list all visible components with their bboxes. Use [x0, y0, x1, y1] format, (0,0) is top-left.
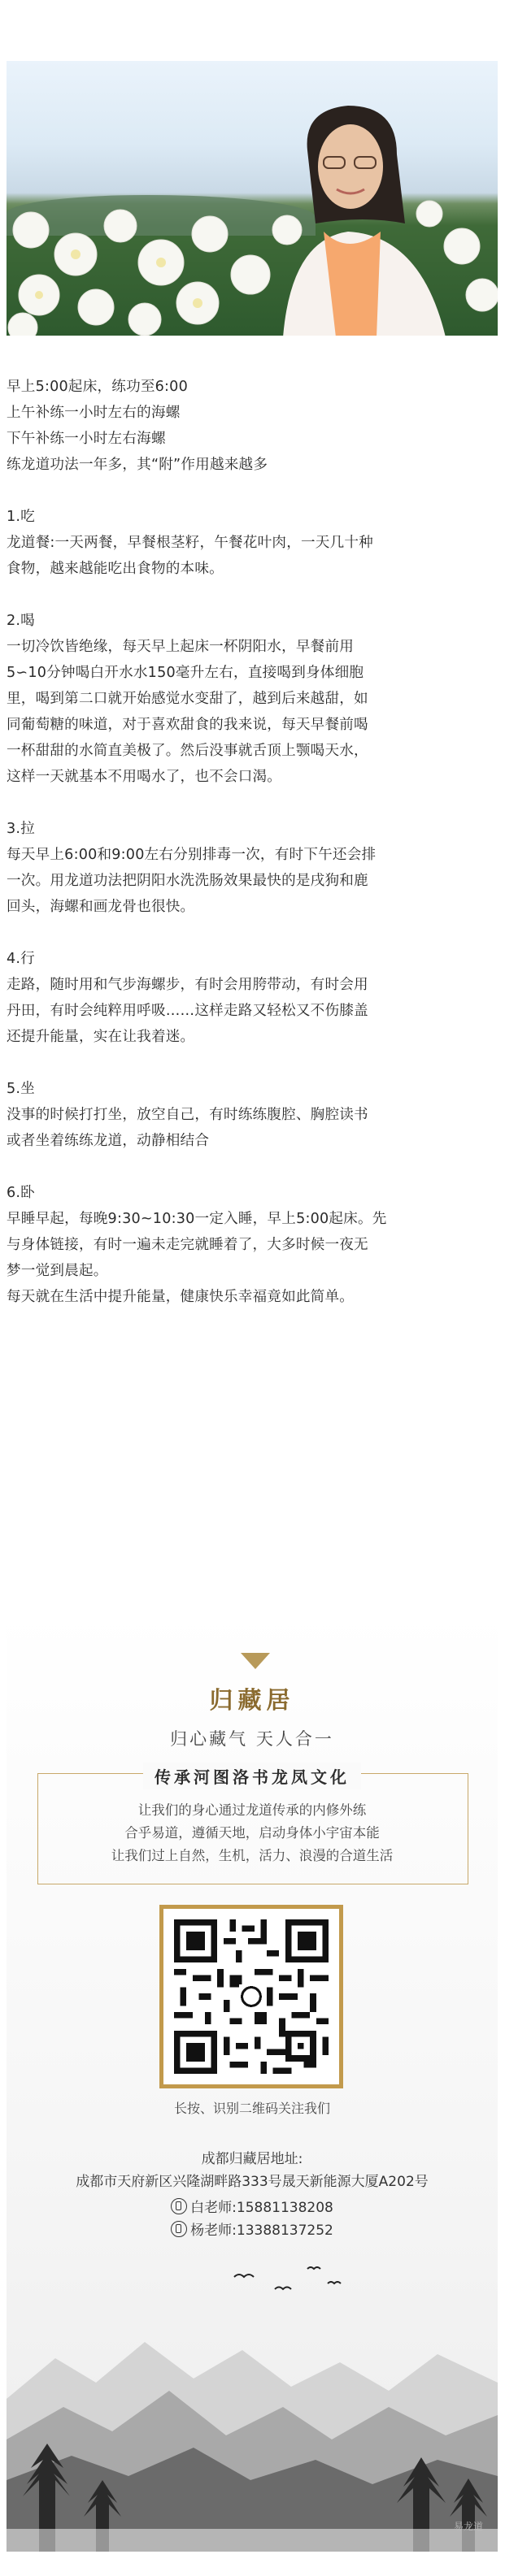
ink-mountains-illustration: [7, 2285, 498, 2552]
section-heading-excrete: 3.拉: [7, 821, 35, 837]
line-28: 没事的时候打打坐，放空自己，有时练练腹腔、胸腔读书: [7, 1107, 368, 1123]
line-25: 还提升能量，实在让我着迷。: [7, 1029, 195, 1045]
watermark: 易龙道: [453, 2521, 483, 2532]
line-2: 上午补练一小时左右的海螺: [7, 405, 181, 421]
line-32: 早睡早起，每晚9:30~10:30一定入睡，早上5:00起床。先: [7, 1211, 387, 1227]
closing-line: 每天就在生活中提升能量，健康快乐幸福竟如此简单。: [7, 1289, 355, 1305]
culture-line: 让我们过上自然，生机，活力、浪漫的合道生活: [111, 1848, 394, 1863]
line-15: 这样一天就基本不用喝水了，也不会口渴。: [7, 769, 282, 785]
line-23: 走路，随时用和气步海螺步，有时会用胯带动，有时会用: [7, 977, 368, 993]
section-heading-sit: 5.坐: [7, 1081, 35, 1097]
section-heading-drink: 2.喝: [7, 613, 35, 629]
contact-name: 杨老师:: [190, 2223, 237, 2239]
culture-line: 让我们的身心通过龙道传承的内修外练: [137, 1802, 367, 1818]
person-portrait: [259, 93, 470, 336]
spacer: [7, 790, 498, 816]
triangle-ornament-icon: [241, 1653, 270, 1669]
qr-code-icon: [174, 1919, 329, 2074]
contact-phone[interactable]: 15881138208: [236, 2200, 333, 2216]
culture-title-wrap: [7, 1769, 498, 1796]
line-13: 同葡萄糖的味道，对于喜欢甜食的我来说，每天早餐前喝: [7, 717, 368, 733]
contact-phone[interactable]: 13388137252: [236, 2223, 333, 2239]
address: 成都市天府新区兴隆湖畔路333号晟天新能源大厦A202号: [76, 2174, 429, 2190]
culture-lines: [7, 1799, 498, 1867]
brand-name: 归藏居: [209, 1686, 295, 1714]
line-6: 龙道餐:一天两餐，早餐根茎籽，午餐花叶肉，一天几十种: [7, 535, 373, 551]
contact-yang: [7, 2218, 498, 2239]
spacer: [7, 920, 498, 946]
line-3: 下午补练一小时左右海螺: [7, 431, 166, 447]
line-34: 梦一觉到晨起。: [7, 1263, 108, 1279]
brand-footer: [7, 1611, 498, 2552]
phone-icon: [171, 2221, 187, 2237]
brand-slogan: 归心藏气 天人合一: [170, 1729, 334, 1749]
line-19: 一次。用龙道功法把阴阳水洗洗肠效果最快的是戌狗和鹿: [7, 873, 368, 889]
line-18: 每天早上6:00和9:00左右分别排毒一次，有时下午还会排: [7, 847, 377, 863]
phone-icon: [171, 2198, 187, 2214]
spacer: [7, 582, 498, 608]
article-body: [7, 374, 498, 1310]
contact-bai: [7, 2196, 498, 2216]
spacer: [7, 478, 498, 504]
line-14: 一杯甜甜的水简直美极了。然后没事就舌顶上颚喝天水，: [7, 743, 368, 759]
line-20: 回头，海螺和画龙骨也很快。: [7, 899, 195, 915]
line-33: 与身体链接，有时一遍未走完就睡着了，大多时候一夜无: [7, 1237, 368, 1253]
header-photo: [7, 61, 498, 336]
contact-name: 白老师:: [190, 2200, 237, 2216]
culture-title: 传承河图洛书龙凤文化: [143, 1763, 361, 1789]
culture-line: 合乎易道，遵循天地，启动身体小宇宙本能: [124, 1825, 380, 1841]
line-10: 一切冷饮皆绝缘，每天早上起床一杯阴阳水，早餐前用: [7, 639, 355, 655]
section-heading-walk: 4.行: [7, 951, 35, 967]
spacer: [7, 1050, 498, 1076]
line-12: 里，喝到第二口就开始感觉水变甜了，越到后来越甜，如: [7, 691, 368, 707]
qr-code[interactable]: [159, 1905, 343, 2088]
address-title: 成都归藏居地址:: [201, 2151, 303, 2167]
line-11: 5∽10分钟喝白开水水150毫升左右，直接喝到身体细胞: [7, 665, 364, 681]
section-heading-sleep: 6.卧: [7, 1185, 35, 1201]
line-24: 丹田，有时会纯粹用呼吸……这样走路又轻松又不伤膝盖: [7, 1003, 368, 1019]
line-7: 食物，越来越能吃出食物的本味。: [7, 561, 224, 577]
spacer: [7, 1154, 498, 1180]
section-heading-eat: 1.吃: [7, 509, 35, 525]
qr-tip: 长按、识别二维码关注我们: [173, 2101, 330, 2116]
line-29: 或者坐着练练龙道，动静相结合: [7, 1133, 210, 1149]
line-1: 早上5:00起床，练功至6:00: [7, 379, 188, 395]
line-4: 练龙道功法一年多，其“附”作用越来越多: [7, 457, 268, 473]
